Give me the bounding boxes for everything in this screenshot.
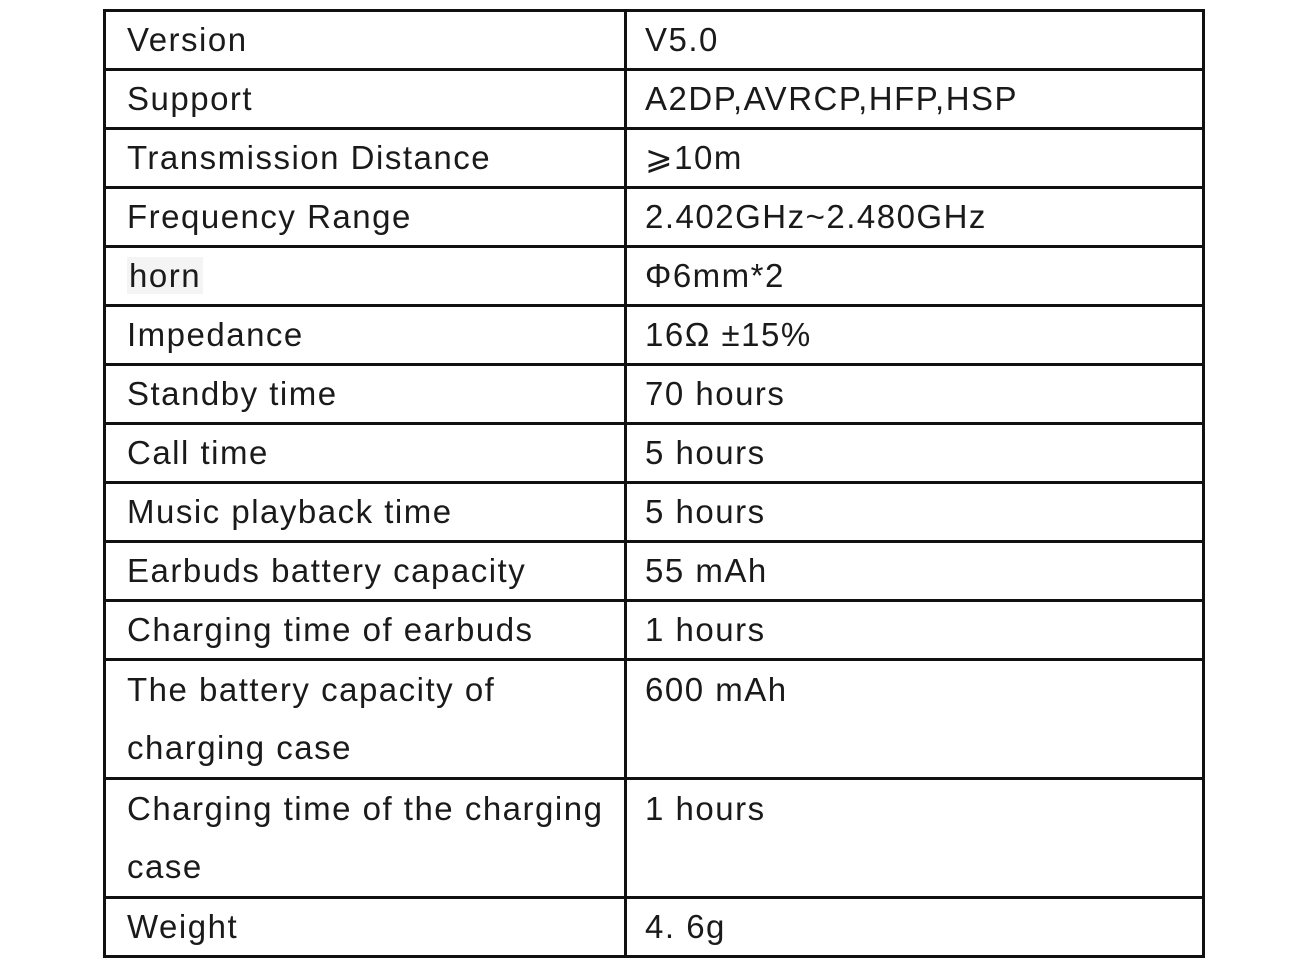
spec-value: 1 hours <box>626 601 1204 660</box>
spec-label: Impedance <box>105 306 626 365</box>
table-row <box>105 365 1204 424</box>
spec-label: horn <box>129 257 202 294</box>
spec-value: 5 hours <box>626 483 1204 542</box>
table-row <box>105 779 1204 898</box>
spec-label: The battery capacity of charging case <box>105 660 626 779</box>
spec-label: Charging time of the charging case <box>105 779 626 898</box>
table-row <box>105 247 1204 306</box>
table-row <box>105 898 1204 957</box>
spec-label: Call time <box>105 424 626 483</box>
spec-value: 2.402GHz~2.480GHz <box>626 188 1204 247</box>
spec-label: Charging time of earbuds <box>105 601 626 660</box>
spec-value: 70 hours <box>626 365 1204 424</box>
spec-value: V5.0 <box>626 11 1204 70</box>
table-row <box>105 601 1204 660</box>
spec-table <box>103 9 1205 958</box>
spec-value: 55 mAh <box>626 542 1204 601</box>
table-row <box>105 660 1204 779</box>
spec-value: 600 mAh <box>626 660 1204 779</box>
spec-value: 1 hours <box>626 779 1204 898</box>
spec-label: Support <box>105 70 626 129</box>
table-row <box>105 306 1204 365</box>
table-row <box>105 542 1204 601</box>
spec-value: A2DP,AVRCP,HFP,HSP <box>626 70 1204 129</box>
spec-value: 5 hours <box>626 424 1204 483</box>
spec-value: Φ6mm*2 <box>626 247 1204 306</box>
spec-label: Version <box>105 11 626 70</box>
spec-label: Frequency Range <box>105 188 626 247</box>
spec-value: 4. 6g <box>626 898 1204 957</box>
table-row <box>105 129 1204 188</box>
table-row <box>105 70 1204 129</box>
table-row <box>105 483 1204 542</box>
spec-label-cell <box>105 247 626 306</box>
spec-table-body <box>105 11 1204 957</box>
table-row <box>105 188 1204 247</box>
spec-label: Transmission Distance <box>105 129 626 188</box>
spec-value: ⩾10m <box>626 129 1204 188</box>
table-row <box>105 11 1204 70</box>
spec-label: Music playback time <box>105 483 626 542</box>
spec-label: Weight <box>105 898 626 957</box>
spec-label: Standby time <box>105 365 626 424</box>
spec-value: 16Ω ±15% <box>626 306 1204 365</box>
spec-label: Earbuds battery capacity <box>105 542 626 601</box>
table-row <box>105 424 1204 483</box>
